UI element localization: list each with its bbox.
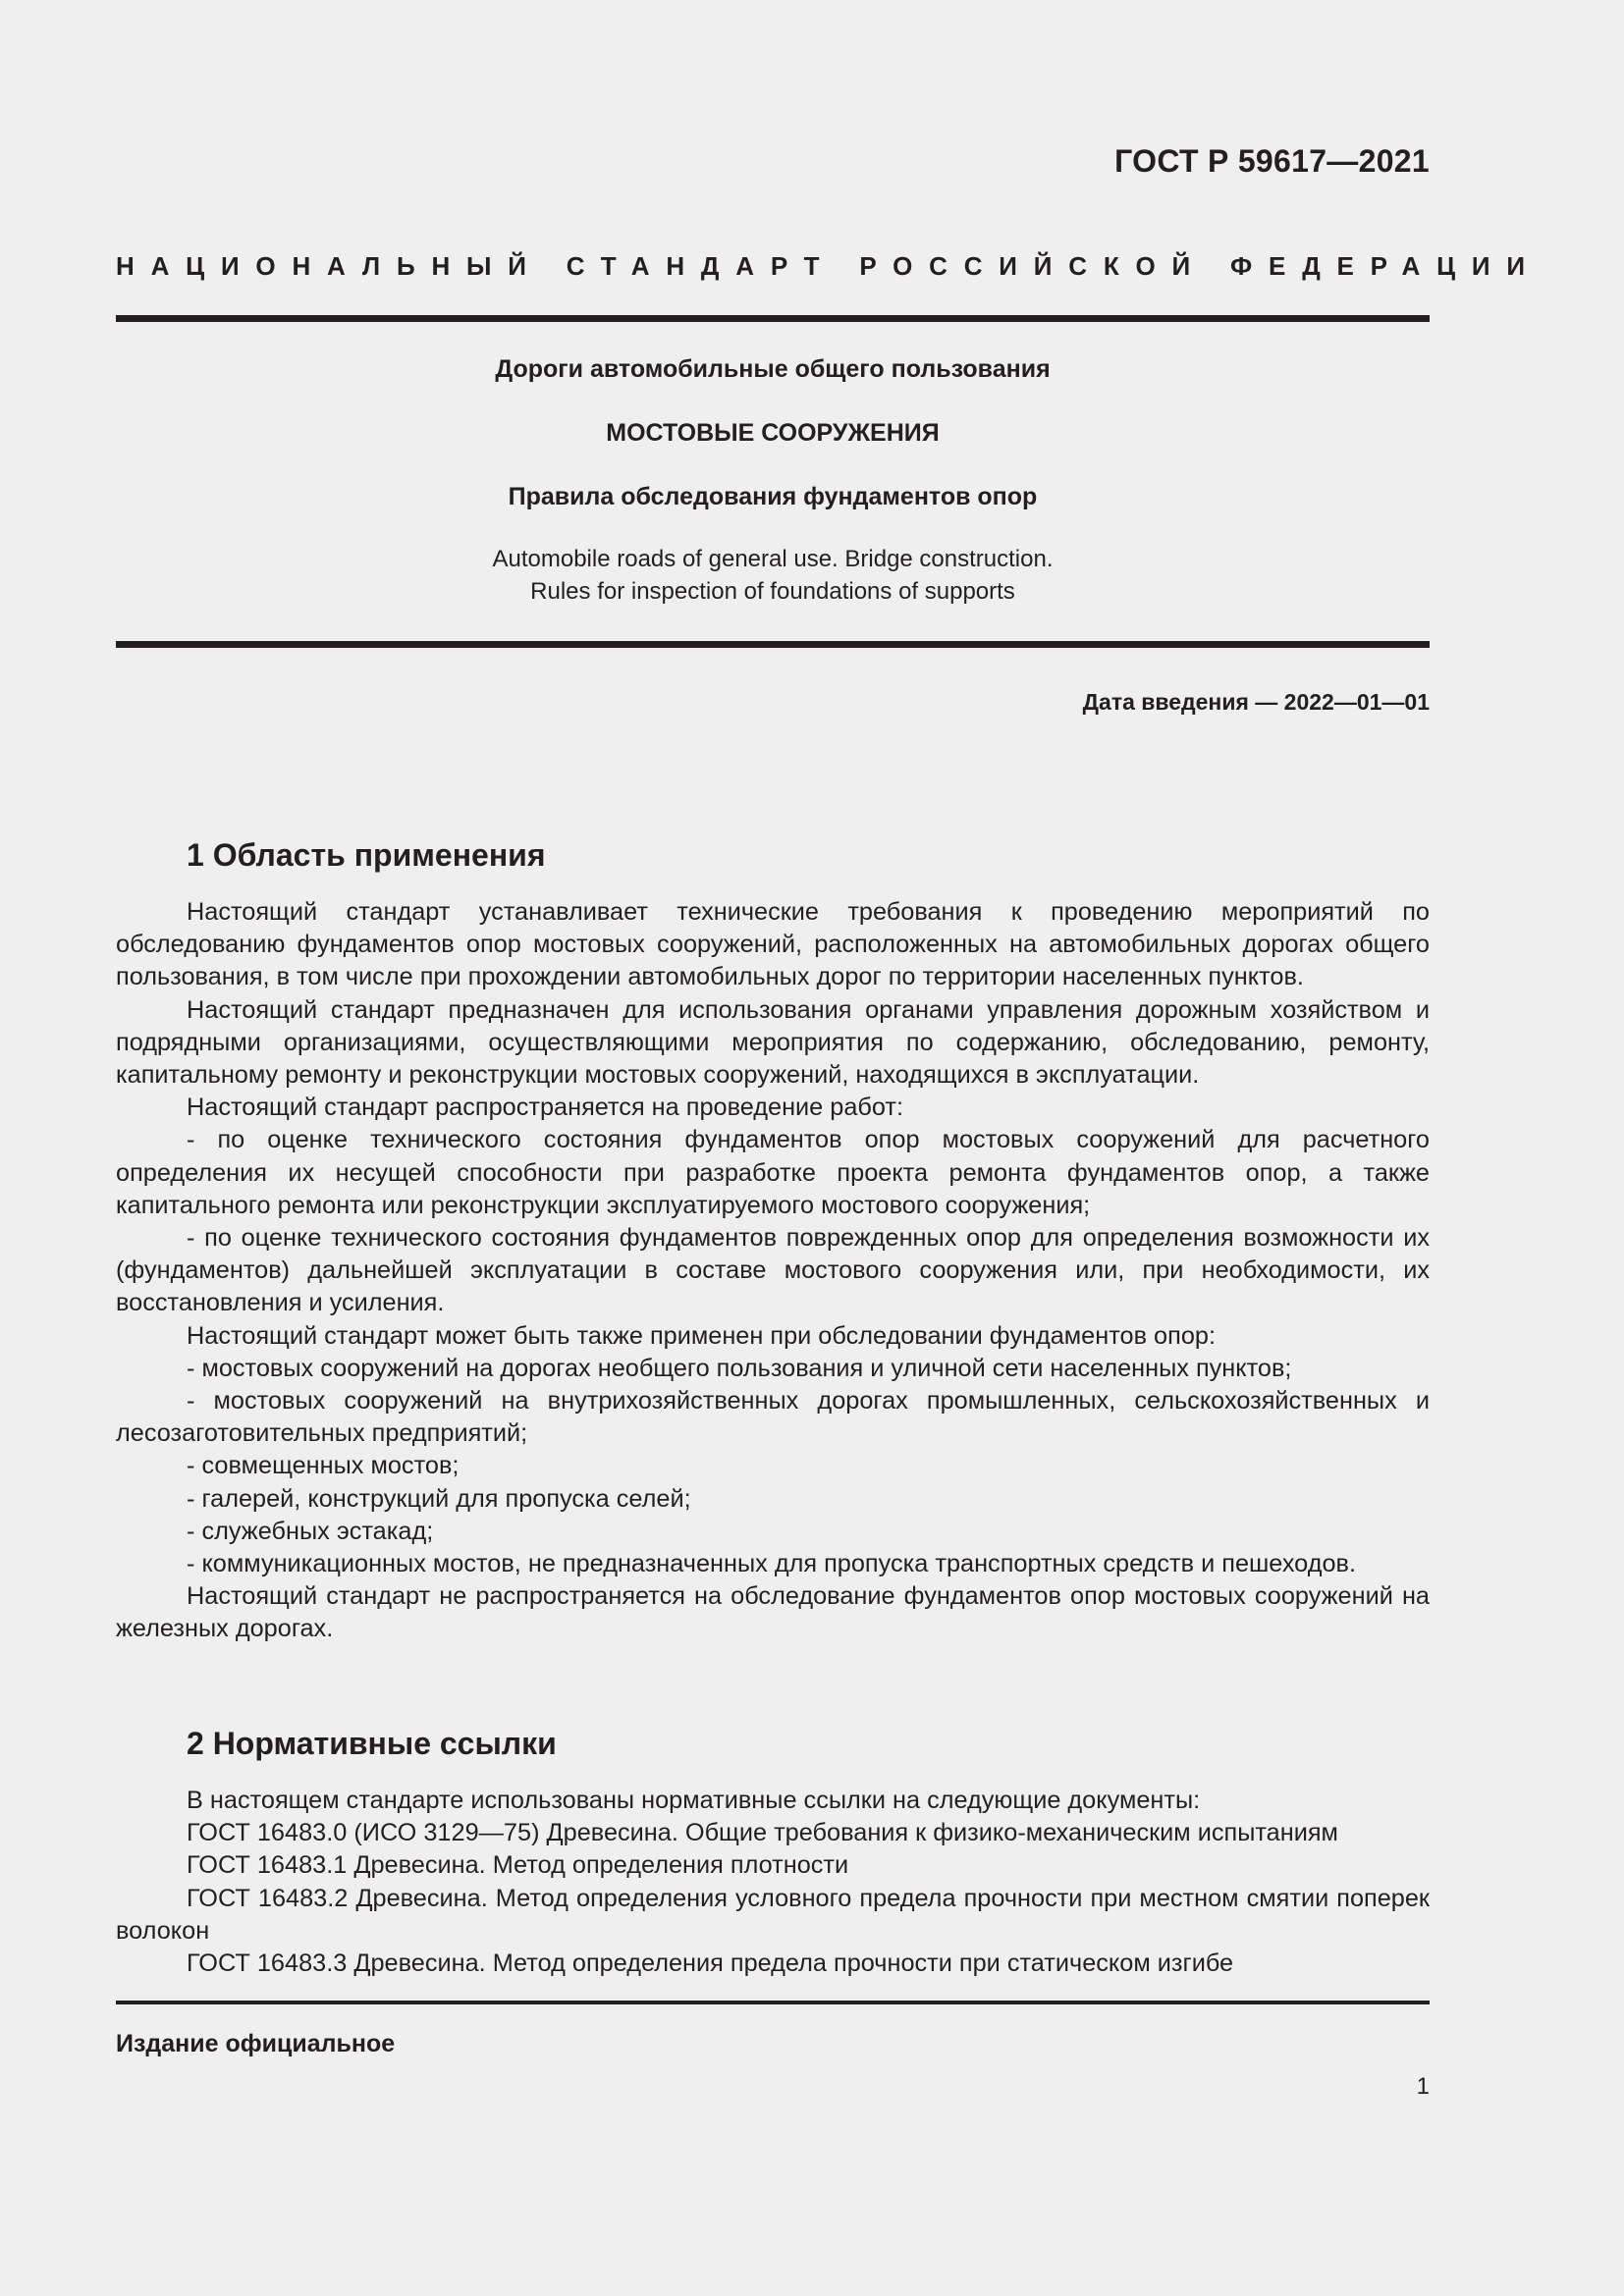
- document-page: [116, 0, 1542, 2296]
- paragraph: Настоящий стандарт распространяется на проведение работ:: [187, 1094, 904, 1122]
- english-title-line-2: Rules for inspection of foundations of supports: [530, 578, 1015, 605]
- section-2-heading: 2 Нормативные ссылки: [187, 1726, 557, 1761]
- reference-item: ГОСТ 16483.0 (ИСО 3129—75) Древесина. Общие требования к физико-механическим испытаниям: [187, 1819, 1338, 1847]
- paragraph: В настоящем стандарте использованы нормативные ссылки на следующие документы:: [187, 1787, 1201, 1814]
- section-1-body: [116, 896, 1430, 1646]
- title-line-3: Правила обследования фундаментов опор: [508, 483, 1038, 510]
- top-divider: [116, 315, 1430, 322]
- reference-item: ГОСТ 16483.2 Древесина. Метод определения условного предела прочности при местном смятии поперек волокон: [116, 1884, 1430, 1945]
- official-edition-label: Издание официальное: [116, 2030, 396, 2057]
- section-2-body: [116, 1785, 1430, 1980]
- paragraph: Настоящий стандарт может быть также применен при обследовании фундаментов опор:: [187, 1321, 1216, 1350]
- list-item: - совмещенных мостов;: [187, 1452, 460, 1480]
- introduction-date: Дата введения — 2022—01—01: [1082, 689, 1430, 715]
- paragraph: Настоящий стандарт предназначен для использования органами управления дорожным хозяйством и подрядными организациями, осуществляющими мероприятия по содержанию, обследованию, ремонту, капитальному ремонту и реконструкции мостовых сооружений, находящихся в эксплуатации.: [116, 995, 1430, 1090]
- national-standard-banner: НАЦИОНАЛЬНЫЙ СТАНДАРТ РОССИЙСКОЙ ФЕДЕРАЦИИ: [116, 251, 1542, 281]
- list-item: - галерей, конструкций для пропуска селей;: [187, 1484, 691, 1513]
- paragraph: Настоящий стандарт устанавливает технические требования к проведению мероприятий по обследованию фундаментов опор мостовых сооружений, расположенных на автомобильных дорогах общего пользования, в том числе при прохождении автомобильных дорог по территории населенных пунктов.: [116, 898, 1430, 991]
- english-title-line-1: Automobile roads of general use. Bridge construction.: [492, 546, 1054, 572]
- title-divider: [116, 641, 1430, 648]
- footer-divider: [116, 2001, 1430, 2004]
- list-item: - мостовых сооружений на внутрихозяйственных дорогах промышленных, сельскохозяйственных и лесозаготовительных предприятий;: [116, 1387, 1430, 1448]
- title-line-1: Дороги автомобильные общего пользования: [495, 355, 1051, 383]
- document-code: ГОСТ Р 59617—2021: [1114, 143, 1430, 179]
- reference-item: ГОСТ 16483.1 Древесина. Метод определения плотности: [187, 1851, 849, 1880]
- list-item: - по оценке технического состояния фундаментов поврежденных опор для определения возможности их (фундаментов) дальнейшей эксплуатации в составе мостового сооружения или, при необходимости, их восстановления и усиления.: [116, 1224, 1430, 1317]
- title-line-2: МОСТОВЫЕ СООРУЖЕНИЯ: [606, 419, 940, 447]
- list-item: - по оценке технического состояния фундаментов опор мостовых сооружений для расчетного определения их несущей способности при разработке проекта ремонта фундаментов опор, а также капитального ремонта или реконструкции эксплуатируемого мостового сооружения;: [116, 1126, 1430, 1219]
- paragraph: Настоящий стандарт не распространяется на обследование фундаментов опор мостовых сооружений на железных дорогах.: [116, 1582, 1430, 1643]
- list-item: - мостовых сооружений на дорогах необщего пользования и уличной сети населенных пунктов;: [187, 1354, 1292, 1382]
- page-number: 1: [1416, 2073, 1430, 2100]
- section-1-heading: 1 Область применения: [187, 837, 546, 873]
- list-item: - служебных эстакад;: [187, 1517, 434, 1545]
- list-item: - коммуникационных мостов, не предназначенных для пропуска транспортных средств и пешеходов.: [187, 1550, 1356, 1578]
- reference-item: ГОСТ 16483.3 Древесина. Метод определения предела прочности при статическом изгибе: [187, 1949, 1234, 1978]
